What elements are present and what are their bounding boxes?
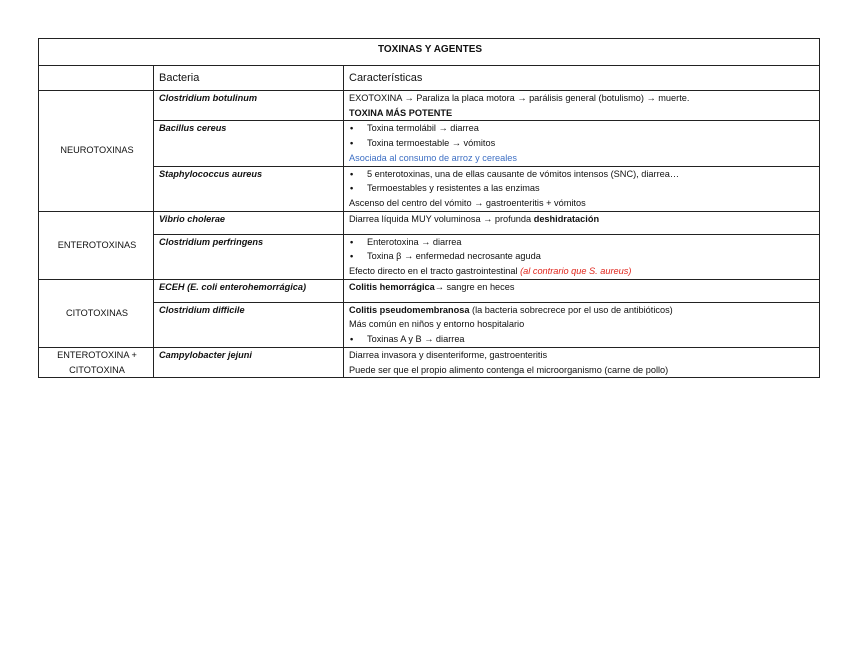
desc-line: EXOTOXINA → Paraliza la placa motora → parálisis general (botulismo) → muerte. — [349, 93, 690, 103]
bullet-icon: • — [350, 123, 354, 134]
bacteria-aureus: Staphylococcus aureus — [154, 166, 344, 211]
table-row — [39, 91, 820, 121]
bullet-icon: • — [350, 168, 354, 179]
bacteria-cereus: Bacillus cereus — [154, 121, 344, 166]
table-row — [39, 166, 820, 211]
bullet-icon: • — [350, 251, 354, 262]
header-empty — [39, 66, 154, 91]
bullet-item: • Toxina termolábil → diarrea — [349, 121, 816, 136]
table-row — [39, 347, 820, 377]
desc-cholerae: Diarrea líquida MUY voluminosa → profunda deshidratación — [344, 211, 820, 234]
desc-jejuni — [344, 347, 820, 377]
bacteria-eceh: ECEH (E. coli enterohemorrágica) — [154, 279, 344, 302]
desc-line: Colitis pseudomembranosa (la bacteria sobrecrece por el uso de antibióticos) — [349, 304, 673, 315]
desc-line: Efecto directo en el tracto gastrointestinal (al contrario que S. aureus) — [349, 266, 632, 277]
desc-aureus — [344, 166, 820, 211]
bullet-item: • Toxinas A y B → diarrea — [349, 332, 816, 347]
header-caracteristicas: Características — [344, 66, 820, 91]
desc-line: Diarrea invasora y disenteriforme, gastroenteritis — [349, 349, 548, 360]
bullet-icon: • — [350, 183, 354, 194]
bullet-item: • Toxina β → enfermedad necrosante aguda — [349, 249, 816, 264]
desc-line: Ascenso del centro del vómito → gastroenteritis + vómitos — [349, 197, 586, 208]
header-bacteria: Bacteria — [154, 66, 344, 91]
table-row — [39, 302, 820, 347]
desc-perfringens — [344, 234, 820, 279]
desc-difficile — [344, 302, 820, 347]
bacteria-cholerae: Vibrio cholerae — [154, 211, 344, 234]
bullet-icon: • — [350, 334, 354, 345]
table-title: TOXINAS Y AGENTES — [39, 39, 820, 66]
group-enterotoxinas: ENTEROTOXINAS — [39, 211, 154, 279]
bullet-icon: • — [350, 138, 354, 149]
table-row — [39, 234, 820, 279]
toxins-table — [38, 38, 820, 378]
desc-botulinum — [344, 91, 820, 121]
group-enterotoxina-citotoxina: ENTEROTOXINA + CITOTOXINA — [39, 347, 154, 377]
desc-cereus — [344, 121, 820, 166]
bacteria-difficile: Clostridium difficile — [154, 302, 344, 347]
bacteria-jejuni: Campylobacter jejuni — [154, 347, 344, 377]
group-neurotoxinas: NEUROTOXINAS — [39, 91, 154, 212]
bacteria-perfringens: Clostridium perfringens — [154, 234, 344, 279]
bullet-item: • Toxina termoestable → vómitos — [349, 136, 816, 151]
bullet-item: • 5 enterotoxinas, una de ellas causante de vómitos intensos (SNC), diarrea… — [349, 167, 816, 182]
bullet-icon: • — [350, 236, 354, 247]
bullet-item: • Termoestables y resistentes a las enzimas — [349, 181, 816, 196]
desc-line: Puede ser que el propio alimento contenga el microorganismo (carne de pollo) — [349, 364, 669, 375]
table-row — [39, 211, 820, 234]
desc-eceh: Colitis hemorrágica→ sangre en heces — [344, 279, 820, 302]
desc-line-note: Asociada al consumo de arroz y cereales — [349, 152, 518, 163]
table-row — [39, 121, 820, 166]
group-citotoxinas: CITOTOXINAS — [39, 279, 154, 347]
bullet-item: • Enterotoxina → diarrea — [349, 235, 816, 250]
desc-line-bold: TOXINA MÁS POTENTE — [349, 107, 453, 118]
desc-line: Más común en niños y entorno hospitalario — [349, 319, 525, 330]
table-row — [39, 279, 820, 302]
bacteria-botulinum: Clostridium botulinum — [154, 91, 344, 121]
